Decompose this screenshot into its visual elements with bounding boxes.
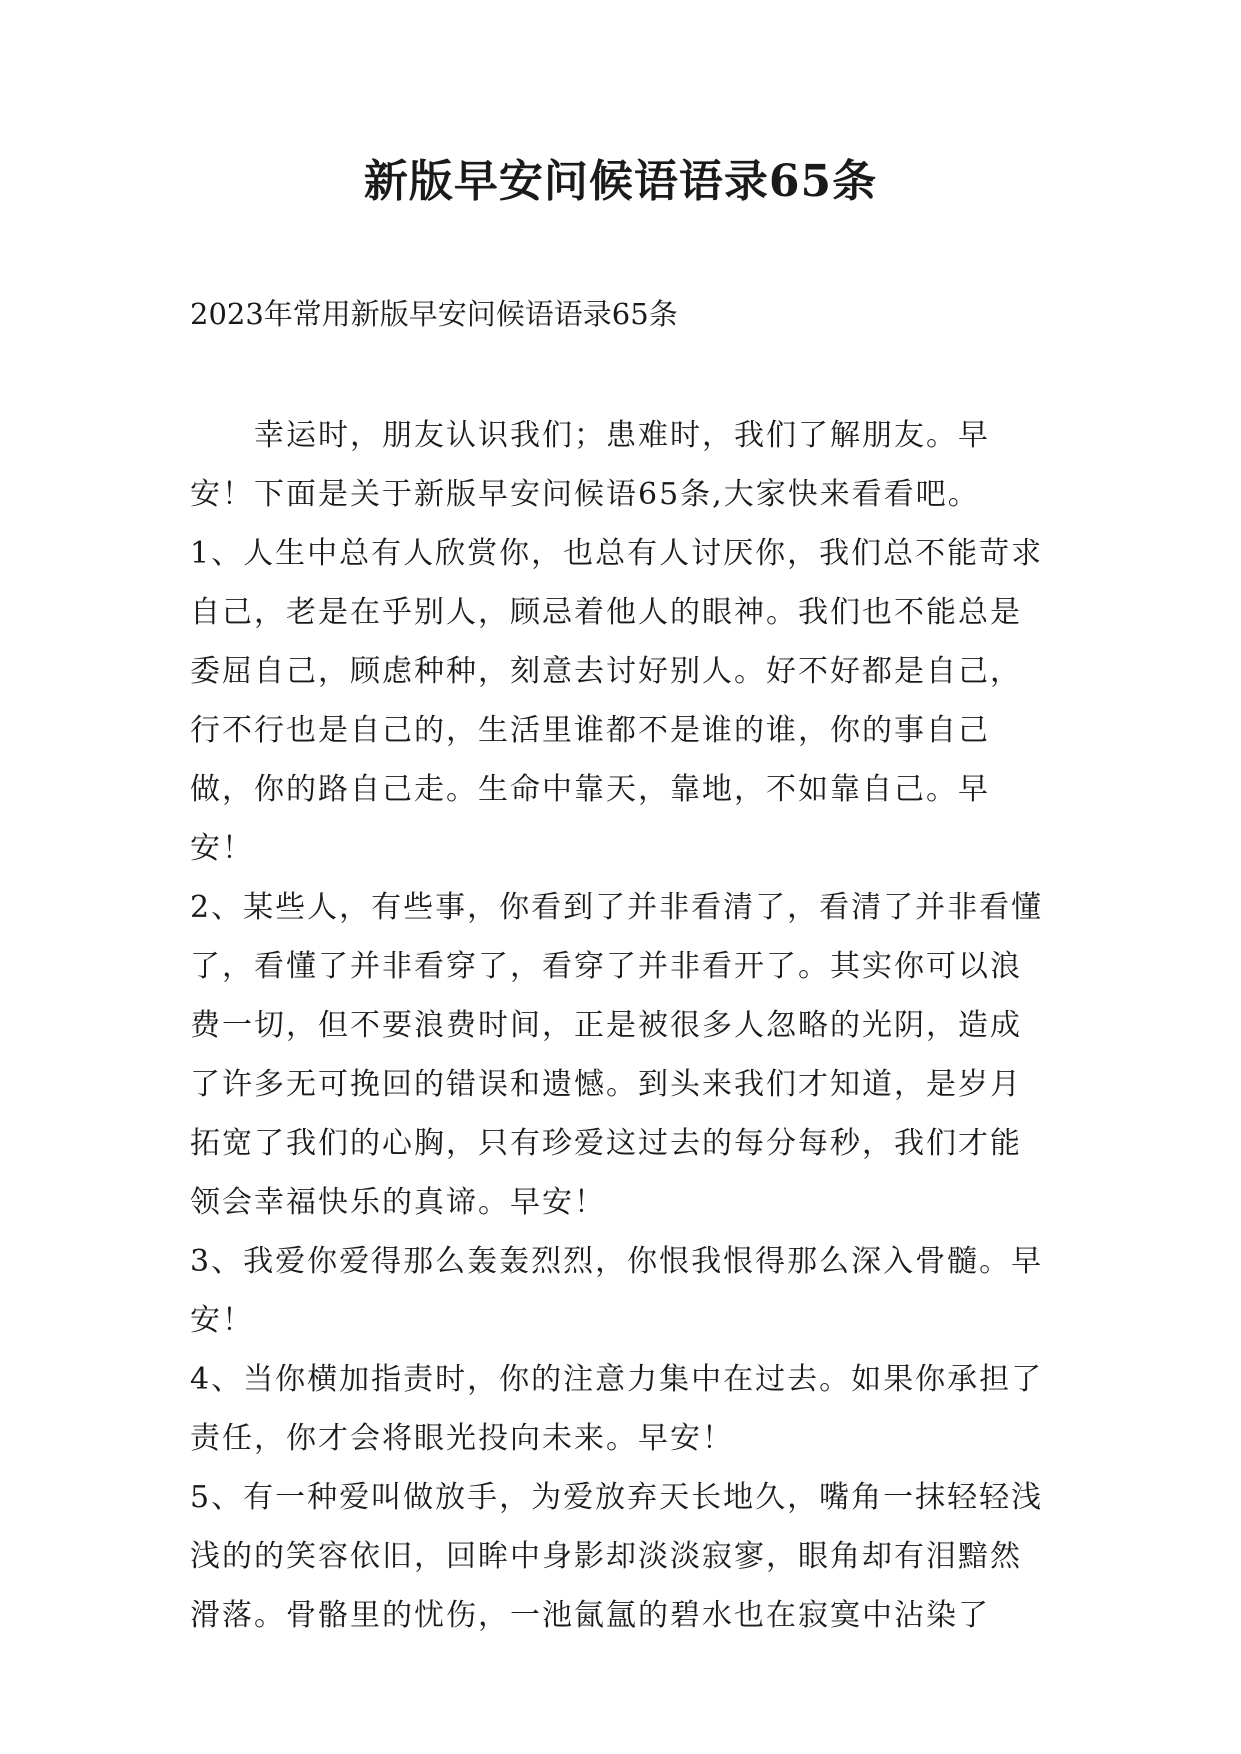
document-title: 新版早安问候语语录65条 <box>363 156 878 207</box>
list-item: 5、有一种爱叫做放手，为爱放弃天长地久，嘴角一抹轻轻浅浅的的笑容依旧，回眸中身影却淡淡寂寥，眼角却有泪黯然滑落。骨骼里的忧伤，一池氤氲的碧水也在寂寞中沾染了 <box>190 1480 1044 1633</box>
intro-paragraph: 幸运时，朋友认识我们；患难时，我们了解朋友。早安！下面是关于新版早安问候语65条,大家快来看看吧。 <box>190 418 990 512</box>
list-item: 2、某些人，有些事，你看到了并非看清了，看清了并非看懂了，看懂了并非看穿了，看穿了并非看开了。其实你可以浪费一切，但不要浪费时间，正是被很多人忽略的光阴，造成了许多无可挽回的错误和遗憾。到头来我们才知道，是岁月拓宽了我们的心胸，只有珍爱这过去的每分每秒，我们才能领会幸福快乐的真谛。早安！ <box>190 890 1044 1220</box>
list-item: 3、我爱你爱得那么轰轰烈烈，你恨我恨得那么深入骨髓。早安！ <box>190 1244 1044 1338</box>
list-item: 4、当你横加指责时，你的注意力集中在过去。如果你承担了责任，你才会将眼光投向未来。早安！ <box>190 1362 1044 1456</box>
list-item: 1、人生中总有人欣赏你，也总有人讨厌你，我们总不能苛求自己，老是在乎别人，顾忌着他人的眼神。我们也不能总是委屈自己，顾虑种种，刻意去讨好别人。好不好都是自己，行不行也是自己的，生活里谁都不是谁的谁，你的事自己做，你的路自己走。生命中靠天，靠地，不如靠自己。早安！ <box>190 536 1044 866</box>
document-body <box>190 406 1050 1645</box>
document-subtitle: 2023年常用新版早安问候语语录65条 <box>190 297 678 331</box>
